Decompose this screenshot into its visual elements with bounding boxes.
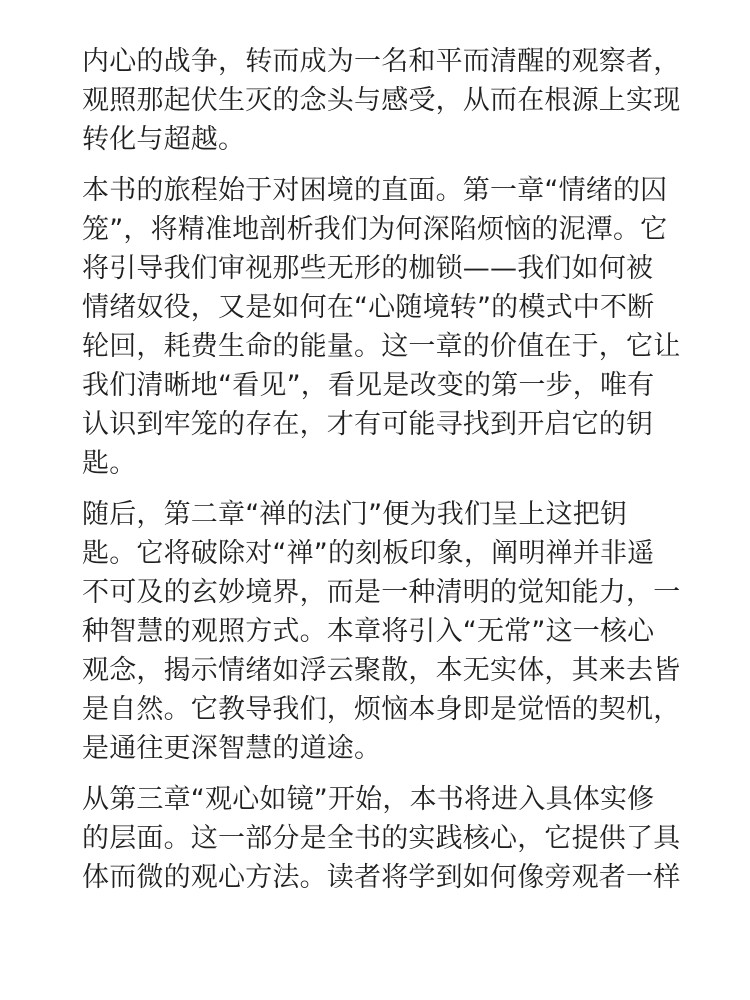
text-line: 情绪奴役，又是如何在“心随境转”的模式中不断 [82, 292, 655, 323]
text-line: 轮回，耗费生命的能量。这一章的价值在于，它让 [82, 331, 681, 362]
text-line: 从第三章“观心如镜”开始，本书将进入具体实修 [82, 784, 655, 815]
text-line: 是自然。它教导我们，烦恼本身即是觉悟的契机， [82, 694, 681, 725]
text-line: 笼”，将精准地剖析我们为何深陷烦恼的泥潭。它 [82, 214, 668, 245]
text-line: 的层面。这一部分是全书的实践核心，它提供了具 [82, 823, 681, 854]
text-line: 匙。它将破除对“禅”的刻板印象，阐明禅并非遥 [82, 538, 655, 569]
paragraph-2 [82, 171, 680, 483]
paragraph-3 [82, 495, 680, 768]
text-line: 体而微的观心方法。读者将学到如何像旁观者一样 [82, 862, 681, 893]
text-line: 是通往更深智慧的道途。 [82, 733, 382, 764]
text-line: 内心的战争，转而成为一名和平而清醒的观察者， [82, 46, 681, 77]
text-line: 种智慧的观照方式。本章将引入“无常”这一核心 [82, 616, 655, 647]
text-line: 不可及的玄妙境界，而是一种清明的觉知能力，一 [82, 577, 681, 608]
text-line: 观照那起伏生灭的念头与感受，从而在根源上实现 [82, 85, 681, 116]
paragraph-1 [82, 42, 680, 159]
text-line: 将引导我们审视那些无形的枷锁——我们如何被 [82, 253, 654, 284]
paragraph-4 [82, 780, 680, 897]
text-line: 本书的旅程始于对困境的直面。第一章“情绪的囚 [82, 175, 668, 206]
text-line: 观念，揭示情绪如浮云聚散，本无实体，其来去皆 [82, 655, 681, 686]
text-line: 转化与超越。 [82, 124, 246, 155]
text-line: 随后，第二章“禅的法门”便为我们呈上这把钥 [82, 499, 628, 530]
text-line: 匙。 [82, 448, 137, 479]
text-line: 认识到牢笼的存在，才有可能寻找到开启它的钥 [82, 409, 654, 440]
text-line: 我们清晰地“看见”，看见是改变的第一步，唯有 [82, 370, 655, 401]
